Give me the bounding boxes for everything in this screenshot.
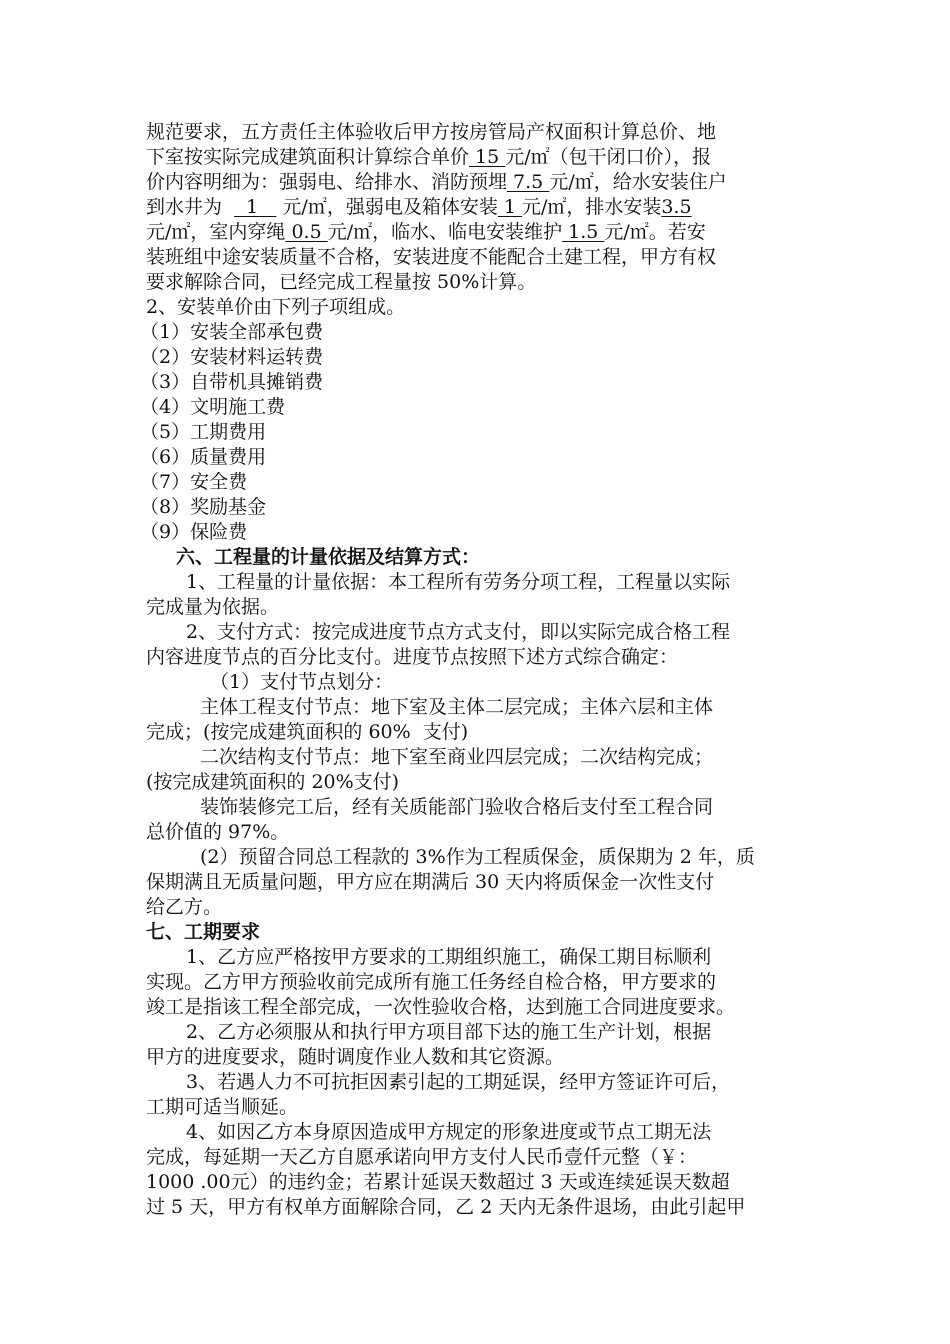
paragraph-line — [146, 270, 810, 295]
list-item-text: （5）工期费用 — [140, 421, 267, 443]
text: （1）支付节点划分： — [210, 671, 394, 693]
text: 价内容明细为：强弱电、给排水、消防预埋 — [146, 171, 508, 193]
paragraph-line — [146, 170, 810, 195]
text: 元/㎡。若安 — [604, 221, 706, 243]
paragraph-line — [146, 695, 810, 720]
paragraph-line — [146, 1020, 810, 1045]
text: 元/㎡（包干闭口价），报 — [505, 146, 712, 168]
text: 2、安装单价由下列子项组成。 — [146, 296, 406, 318]
list-item — [140, 345, 810, 370]
paragraph-line — [146, 1120, 810, 1145]
heading-text: 七、工期要求 — [146, 921, 261, 943]
text: 4、如因乙方本身原因造成甲方规定的形象进度或节点工期无法 — [186, 1121, 712, 1143]
list-item — [140, 520, 810, 545]
text: 元/㎡，室内穿绳 — [146, 221, 286, 243]
paragraph-line — [146, 220, 810, 245]
list-item-text: （2）安装材料运转费 — [140, 346, 324, 368]
paragraph-line — [146, 120, 810, 145]
paragraph-line — [146, 645, 810, 670]
paragraph-line — [146, 720, 810, 745]
list-item-text: （3）自带机具摊销费 — [140, 371, 324, 393]
list-item — [140, 445, 810, 470]
text: 1、乙方应严格按甲方要求的工期组织施工，确保工期目标顺利 — [186, 946, 712, 968]
text: 二次结构支付节点：地下室至商业四层完成；二次结构完成； — [200, 746, 714, 768]
text: 2、乙方必须服从和执行甲方项目部下达的施工生产计划，根据 — [186, 1021, 712, 1043]
price-value: 7.5 — [507, 171, 550, 193]
text: 保期满且无质量问题，甲方应在期满后 30 天内将质保金一次性支付 — [146, 871, 715, 893]
text: 装饰装修完工后，经有关质能部门验收合格后支付至工程合同 — [200, 796, 714, 818]
list-item — [140, 370, 810, 395]
price-value: 1 — [234, 196, 277, 218]
price-value: 1 — [497, 196, 523, 218]
list-item-text: （9）保险费 — [140, 521, 248, 543]
text: 工期可适当顺延。 — [146, 1096, 299, 1118]
text: 给乙方。 — [146, 896, 223, 918]
list-item — [140, 320, 810, 345]
list-item — [140, 495, 810, 520]
price-value: 0.5 — [285, 221, 328, 243]
paragraph-line — [146, 870, 810, 895]
paragraph-line — [146, 1195, 810, 1220]
paragraph-line — [146, 1070, 810, 1095]
list-item-text: （7）安全费 — [140, 471, 248, 493]
list-item-text: （8）奖励基金 — [140, 496, 267, 518]
paragraph-line — [146, 995, 810, 1020]
text: 要求解除合同，已经完成工程量按 50%计算。 — [146, 271, 537, 293]
paragraph-line — [146, 845, 810, 870]
paragraph-line — [146, 570, 810, 595]
text: 元/㎡，强弱电及箱体安装 — [276, 196, 498, 218]
section-heading — [146, 545, 810, 570]
paragraph-line — [146, 620, 810, 645]
text: 元/㎡，给水安装住户 — [549, 171, 727, 193]
text: (按完成建筑面积的 20%支付) — [146, 771, 400, 793]
paragraph-line — [146, 945, 810, 970]
text: 1、工程量的计量依据：本工程所有劳务分项工程，工程量以实际 — [186, 571, 731, 593]
text: 装班组中途安装质量不合格，安装进度不能配合土建工程，甲方有权 — [146, 246, 717, 268]
paragraph-line — [146, 770, 810, 795]
text: 过 5 天，甲方有权单方面解除合同，乙 2 天内无条件退场，由此引起甲 — [146, 1196, 746, 1218]
heading-text: 六、工程量的计量依据及结算方式： — [176, 546, 481, 568]
list-item — [140, 470, 810, 495]
paragraph-line — [146, 1145, 810, 1170]
paragraph-line — [146, 745, 810, 770]
list-item-text: （6）质量费用 — [140, 446, 267, 468]
text: 下室按实际完成建筑面积计算综合单价 — [146, 146, 470, 168]
text: 总价值的 97%。 — [146, 821, 290, 843]
text: 竣工是指该工程全部完成，一次性验收合格，达到施工合同进度要求。 — [146, 996, 736, 1018]
list-item — [140, 395, 810, 420]
text: 1000 .00元）的违约金；若累计延误天数超过 3 天或连续延误天数超 — [146, 1171, 730, 1193]
text: 完成，每延期一天乙方自愿承诺向甲方支付人民币壹仟元整（￥： — [146, 1146, 698, 1168]
text: 到水井为 — [146, 196, 235, 218]
text: 完成；(按完成建筑面积的 60% 支付) — [146, 721, 469, 743]
text: 主体工程支付节点：地下室及主体二层完成；主体六层和主体 — [200, 696, 714, 718]
document-page — [140, 120, 810, 1220]
list-item-text: （4）文明施工费 — [140, 396, 286, 418]
list-item-text: （1）安装全部承包费 — [140, 321, 324, 343]
text: 元/㎡，排水安装 — [522, 196, 662, 218]
text: 实现。乙方甲方预验收前完成所有施工任务经自检合格，甲方要求的 — [146, 971, 717, 993]
paragraph-line — [146, 195, 810, 220]
text: 2、支付方式：按完成进度节点方式支付，即以实际完成合格工程 — [186, 621, 731, 643]
paragraph-line — [146, 970, 810, 995]
paragraph-line — [146, 145, 810, 170]
text: (2）预留合同总工程款的 3%作为工程质保金，质保期为 2 年，质 — [200, 846, 755, 868]
paragraph-line — [146, 820, 810, 845]
price-value: 1.5 — [562, 221, 605, 243]
paragraph-line — [146, 795, 810, 820]
text: 甲方的进度要求，随时调度作业人数和其它资源。 — [146, 1046, 565, 1068]
price-value: 3.5 — [661, 196, 692, 218]
paragraph-line — [146, 595, 810, 620]
text: 内容进度节点的百分比支付。进度节点按照下述方式综合确定： — [146, 646, 679, 668]
paragraph-line — [146, 1045, 810, 1070]
paragraph-line — [146, 295, 810, 320]
section-heading — [146, 920, 810, 945]
paragraph-line — [146, 245, 810, 270]
text: 规范要求，五方责任主体验收后甲方按房管局产权面积计算总价、地 — [146, 121, 717, 143]
unit-price-value: 15 — [469, 146, 506, 168]
list-item — [140, 420, 810, 445]
paragraph-line — [146, 895, 810, 920]
text: 完成量为依据。 — [146, 596, 280, 618]
paragraph-line — [146, 1170, 810, 1195]
text: 元/㎡，临水、临电安装维护 — [327, 221, 563, 243]
paragraph-line — [146, 670, 810, 695]
paragraph-line — [146, 1095, 810, 1120]
text: 3、若遇人力不可抗拒因素引起的工期延误，经甲方签证许可后， — [186, 1071, 731, 1093]
